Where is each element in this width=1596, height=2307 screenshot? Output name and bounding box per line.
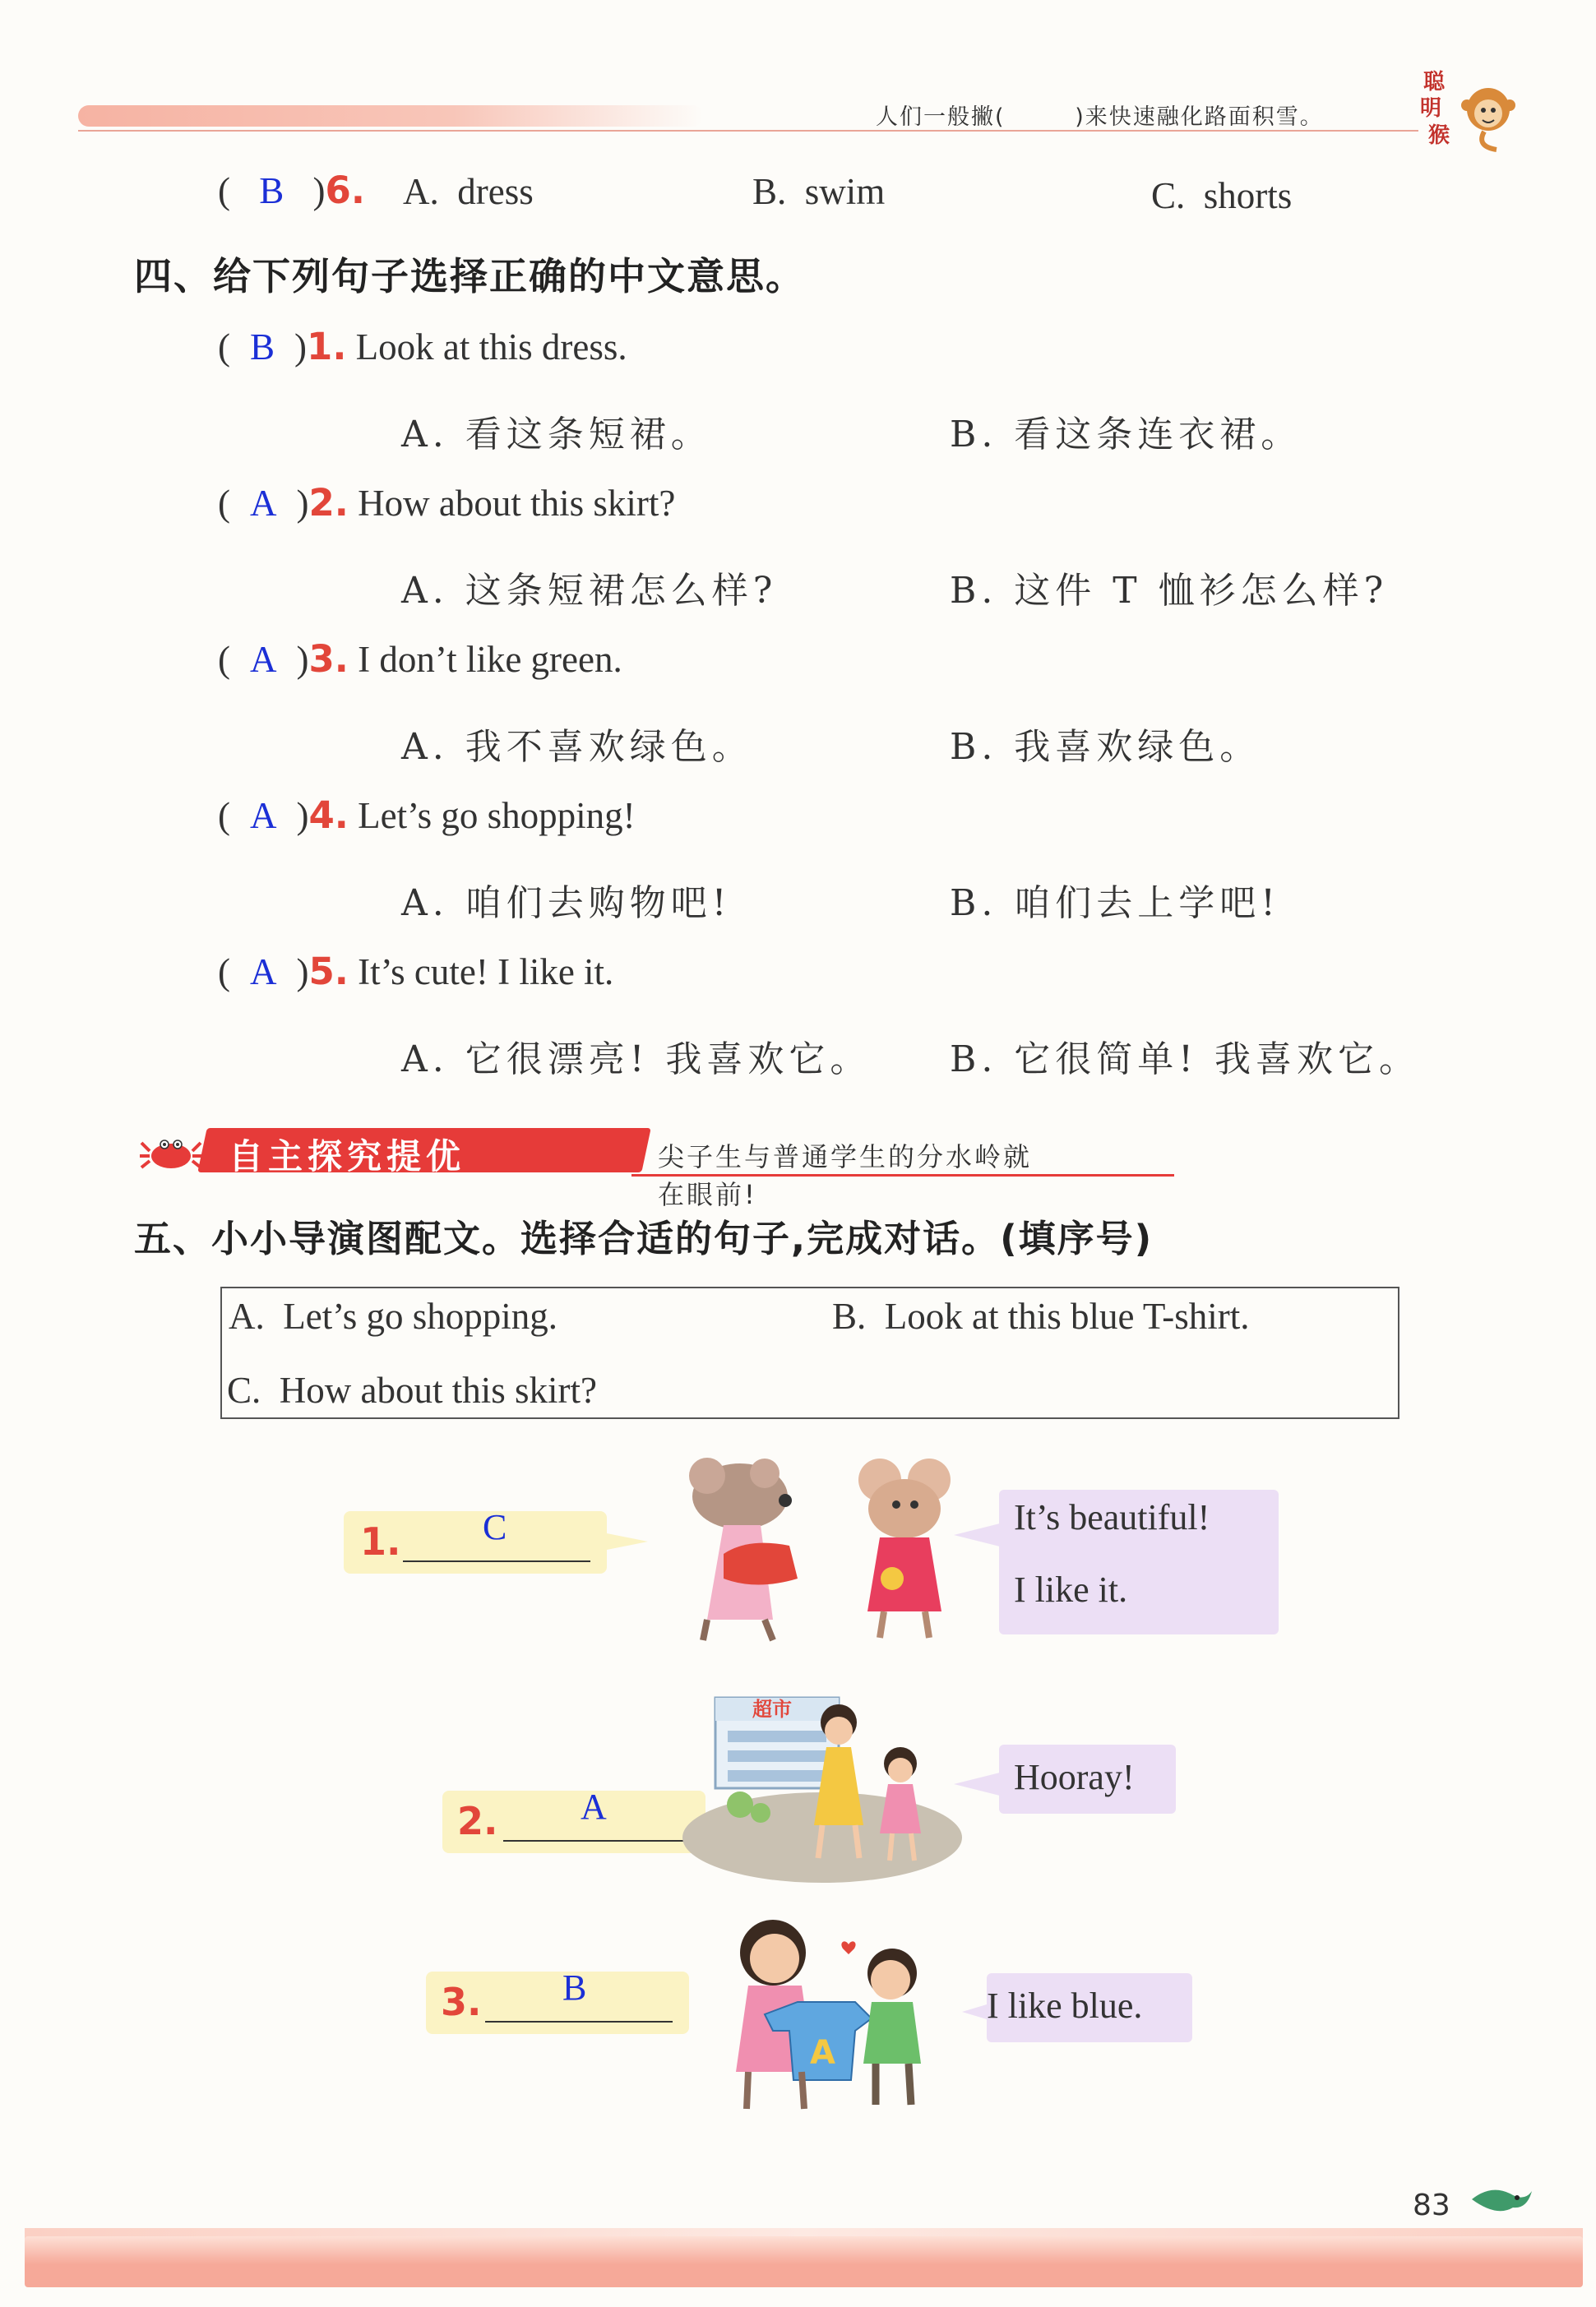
dialog-2-reply-bubble xyxy=(999,1745,1176,1814)
dialog-2-answer: A xyxy=(581,1787,607,1827)
s4-item-2: ( A )2. How about this skirt? xyxy=(218,481,676,525)
dialog-3-reply-line-1: I like blue. xyxy=(987,1986,1143,2026)
mice-shopping-illustration xyxy=(658,1455,970,1653)
s4-number-3: 3. xyxy=(308,637,349,681)
choice-b: B. Look at this blue T-shirt. xyxy=(832,1296,1250,1337)
s4-answer-1: B xyxy=(250,326,275,368)
s4-option-b-4: B. 咱们去上学吧! xyxy=(950,882,1280,924)
logo-char-2: 明 xyxy=(1420,96,1442,121)
dialog-2-number: 2. xyxy=(457,1799,498,1843)
s4-number-4: 4. xyxy=(308,793,349,837)
question-number: 6. xyxy=(325,169,365,212)
mother-son-tshirt-illustration xyxy=(715,1907,937,2113)
s4-answer-2: A xyxy=(250,483,277,524)
s4-option-a-5: A. 它很漂亮! 我喜欢它。 xyxy=(401,1038,872,1080)
s4-number-5: 5. xyxy=(308,950,349,993)
s4-answer-4: A xyxy=(250,795,277,836)
dialog-3-answer: B xyxy=(562,1967,587,2008)
dialog-3-blank xyxy=(485,2021,673,2023)
choice-c: C. How about this skirt? xyxy=(227,1370,597,1411)
s4-option-a-3: A. 我不喜欢绿色。 xyxy=(401,726,753,768)
dialog-3-reply-bubble xyxy=(987,1973,1192,2042)
crab-icon xyxy=(138,1130,202,1174)
s4-item-5: ( A )5. It’s cute! I like it. xyxy=(218,950,614,993)
s4-number-2: 2. xyxy=(308,481,349,525)
dialog-1-reply-line-2: I like it. xyxy=(1014,1570,1128,1610)
s4-option-a-2: A. 这条短裙怎么样? xyxy=(401,570,778,612)
dialog-2-bubble-tail xyxy=(954,1772,1003,1796)
dialog-2-blank xyxy=(503,1840,691,1842)
tshirt-letter: A xyxy=(810,2034,835,2072)
s4-item-1: ( B )1. Look at this dress. xyxy=(218,325,627,368)
s4-item-3: ( A )3. I don’t like green. xyxy=(218,637,622,681)
s4-option-b-3: B. 我喜欢绿色。 xyxy=(950,726,1261,768)
option-c: C. shorts xyxy=(1151,175,1293,216)
monkey-logo-icon xyxy=(1418,64,1517,155)
header-stripe xyxy=(78,105,703,127)
s4-number-1: 1. xyxy=(307,325,347,368)
section-5-title: 五、小小导演图配文。选择合适的句子,完成对话。(填序号) xyxy=(134,1217,1154,1260)
dialog-1-label-tail xyxy=(607,1529,648,1554)
dialog-1-reply-bubble xyxy=(999,1490,1279,1634)
option-a: A. dress xyxy=(403,171,534,212)
dialog-1-answer: C xyxy=(483,1507,507,1547)
s4-option-b-2: B. 这件 T 恤衫怎么样? xyxy=(950,570,1389,612)
lizard-icon xyxy=(1468,2175,1534,2224)
section-banner xyxy=(138,1125,1043,1210)
answer-6: B xyxy=(259,170,285,211)
s4-answer-5: A xyxy=(250,951,277,992)
dialog-1-reply-line-1: It’s beautiful! xyxy=(1014,1497,1210,1537)
header-tip: 人们一般撇( )来快速融化路面积雪。 xyxy=(876,104,1324,130)
banner-title: 自主探究提优 xyxy=(229,1136,466,1177)
sentence-choice-box xyxy=(220,1287,1399,1419)
question-6 xyxy=(218,169,365,212)
s4-option-b-1: B. 看这条连衣裙。 xyxy=(950,414,1302,455)
s4-item-4: ( A )4. Let’s go shopping! xyxy=(218,793,636,837)
section-4-title: 四、给下列句子选择正确的中文意思。 xyxy=(134,254,805,298)
paren-close: ) xyxy=(312,170,326,211)
s4-sentence-2: How about this skirt? xyxy=(358,483,676,524)
banner-subtitle: 尖子生与普通学生的分水岭就在眼前! xyxy=(658,1141,1033,1210)
dialog-3-number: 3. xyxy=(441,1980,482,2024)
s4-option-b-5: B. 它很简单! 我喜欢它。 xyxy=(950,1038,1420,1080)
s4-answer-3: A xyxy=(250,639,277,680)
choice-a: A. Let’s go shopping. xyxy=(229,1296,557,1337)
supermarket-sign: 超市 xyxy=(752,1698,792,1721)
logo-char-1: 聪 xyxy=(1423,70,1446,95)
s4-option-a-1: A. 看这条短裙。 xyxy=(401,414,712,455)
dialog-2-reply-line-1: Hooray! xyxy=(1014,1757,1135,1797)
option-b: B. swim xyxy=(752,171,886,212)
page-number: 83 xyxy=(1413,2189,1450,2222)
s4-sentence-4: Let’s go shopping! xyxy=(358,795,636,836)
dialog-1-bubble-tail xyxy=(954,1523,1003,1547)
s4-sentence-5: It’s cute! I like it. xyxy=(358,951,614,992)
s4-sentence-1: Look at this dress. xyxy=(355,326,627,368)
s4-option-a-4: A. 咱们去购物吧! xyxy=(401,882,732,924)
paren-open: ( xyxy=(218,170,230,211)
supermarket-family-illustration xyxy=(682,1681,962,1887)
dialog-1-number: 1. xyxy=(360,1519,401,1564)
s4-sentence-3: I don’t like green. xyxy=(358,639,622,680)
logo-char-3: 猴 xyxy=(1428,123,1450,148)
dialog-1-blank xyxy=(403,1560,590,1562)
footer-band xyxy=(25,2236,1583,2287)
